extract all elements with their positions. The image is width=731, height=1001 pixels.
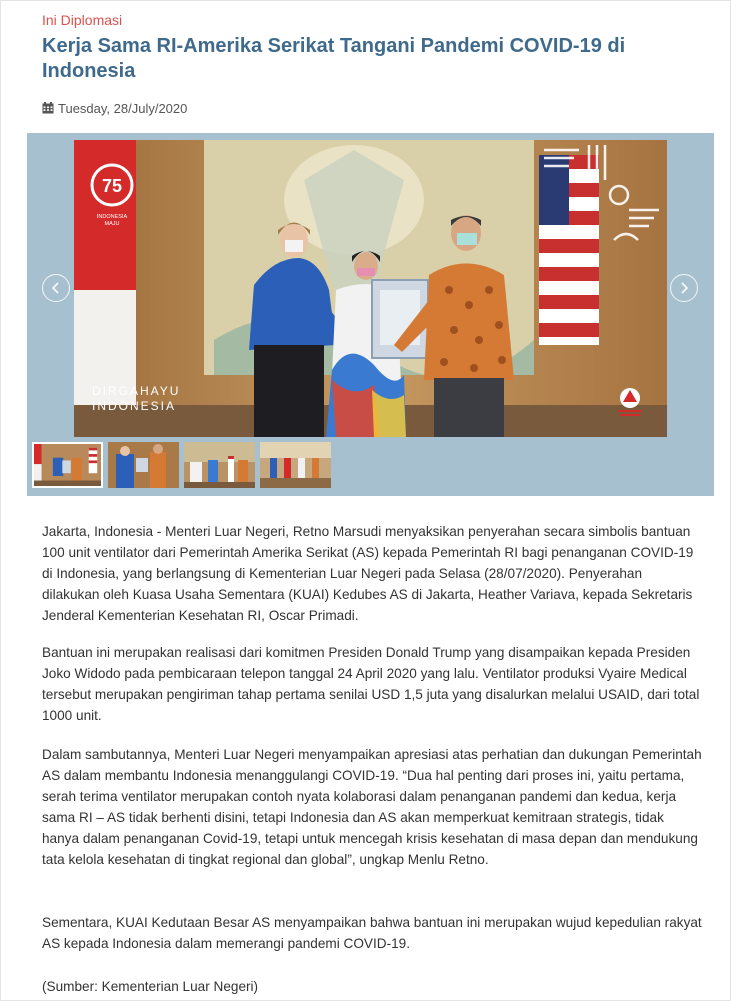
category-link[interactable]: Ini Diplomasi bbox=[42, 12, 123, 28]
article-paragraph-2: Bantuan ini merupakan realisasi dari komitmen Presiden Donald Trump yang disampaikan kepada Presiden Joko Widodo pada pembicaraan telepon tanggal 24 April 2020 yang lalu. Ventilator produksi Vyaire Medical tersebut merupakan pengiriman tahap pertama senilai USD 1,5 juta yang disalurkan melalui USAID, dari total 1000 unit. bbox=[42, 645, 700, 723]
thumbnail-3[interactable] bbox=[184, 442, 255, 488]
thumbnail-image bbox=[34, 444, 101, 486]
article-paragraph-4: Sementara, KUAI Kedutaan Besar AS menyampaikan bahwa bantuan ini merupakan wujud kepedulian rakyat AS kepada Indonesia dalam memerangi pandemi COVID-19. bbox=[42, 915, 702, 951]
publish-date bbox=[42, 99, 187, 117]
main-photo-image bbox=[74, 140, 667, 437]
article-title: Kerja Sama RI-Amerika Serikat Tangani Pandemi COVID-19 di Indonesia bbox=[42, 35, 626, 82]
svg-text:DIRGAHAYU: DIRGAHAYU bbox=[92, 384, 181, 398]
thumbnail-2[interactable] bbox=[108, 442, 179, 488]
svg-text:INDONESIA: INDONESIA bbox=[92, 399, 177, 413]
gallery-prev-button[interactable] bbox=[42, 274, 70, 302]
thumbnail-1[interactable] bbox=[32, 442, 103, 488]
thumbnail-strip bbox=[32, 442, 331, 488]
thumbnail-4[interactable] bbox=[260, 442, 331, 488]
thumbnail-image bbox=[184, 442, 255, 488]
photo-gallery bbox=[27, 133, 714, 496]
svg-text:INDONESIA: INDONESIA bbox=[96, 214, 128, 220]
svg-text:MAJU: MAJU bbox=[104, 221, 120, 227]
chevron-right-icon bbox=[679, 282, 689, 294]
article-paragraph-1: Jakarta, Indonesia - Menteri Luar Negeri, Retno Marsudi menyaksikan penyerahan secara simbolis bantuan 100 unit ventilator dari Pemerintah Amerika Serikat (AS) kepada Pemerintah RI bagi penanganan COVID-19 di Indonesia, yang berlangsung di Kementerian Luar Negeri pada Selasa (28/07/2020). Penyerahan dilakukan oleh Kuasa Usaha Sementara (KUAI) Kedubes AS di Jakarta, Heather Variava, kepada Sekretaris Jenderal Kementerian Kesehatan RI, Oscar Primadi. bbox=[42, 524, 694, 623]
publish-date-text: Tuesday, 28/July/2020 bbox=[58, 100, 188, 116]
gallery-next-button[interactable] bbox=[670, 274, 698, 302]
main-photo[interactable] bbox=[74, 140, 667, 437]
calendar-icon bbox=[42, 102, 54, 114]
article-paragraph-3: Dalam sambutannya, Menteri Luar Negeri menyampaikan apresiasi atas perhatian dan dukungan Pemerintah AS dalam membantu Indonesia menanggulangi COVID-19. “Dua hal penting dari proses ini, yaitu pertama, serah terima ventilator merupakan contoh nyata kolaborasi dalam penanganan pandemi dan kedua, kerja sama RI – AS tidak berhenti disini, tetapi Indonesia dan AS akan memperkuat kemitraan strategis, tidak hanya dalam penanganan Covid-19, tetapi untuk mencegah krisis kesehatan di masa depan dan mendukung tata kelola kesehatan di tingkat regional dan global”, ungkap Menlu Retno. bbox=[42, 747, 702, 867]
chevron-left-icon bbox=[51, 282, 61, 294]
article-source: (Sumber: Kementerian Luar Negeri) bbox=[42, 979, 259, 994]
thumbnail-image bbox=[260, 442, 331, 488]
thumbnail-image bbox=[108, 442, 179, 488]
svg-text:75: 75 bbox=[101, 176, 123, 196]
